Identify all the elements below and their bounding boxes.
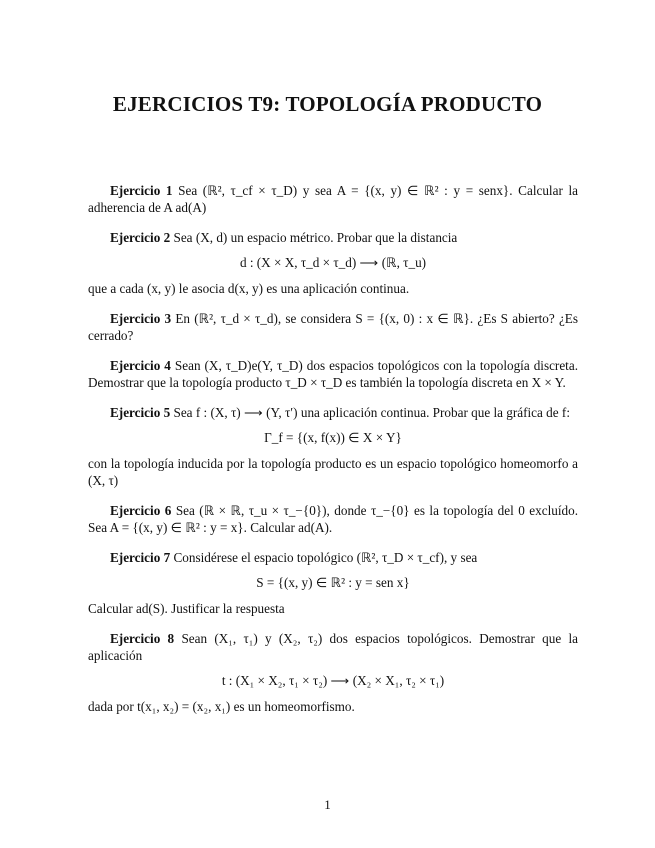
page-title: EJERCICIOS T9: TOPOLOGÍA PRODUCTO [112, 92, 543, 116]
exercise-text: Sea (X, d) un espacio métrico. Probar que la distancia [173, 230, 458, 245]
page-number: 1 [324, 797, 331, 812]
display-formula: d : (X × X, τ_d × τ_d) ⟶ (ℝ, τ_u) [239, 255, 427, 270]
exercise-label: Ejercicio 1 [110, 183, 173, 198]
exercise-continuation: con la topología inducida por la topología producto es un espacio topológico homeomorfo a (X, τ) [88, 456, 578, 488]
exercise-4 [88, 357, 578, 391]
exercise-text: Sean (X₁, τ₁) y (X₂, τ₂) dos espacios topológicos. Demostrar que la aplicación [88, 631, 578, 663]
exercise-continuation: que a cada (x, y) le asocia d(x, y) es una aplicación continua. [88, 281, 410, 296]
exercise-continuation: dada por t(x₁, x₂) = (x₂, x₁) es un homeomorfismo. [88, 699, 355, 714]
exercise-label: Ejercicio 7 [110, 550, 171, 565]
exercise-label: Ejercicio 8 [110, 631, 175, 646]
display-formula: S = {(x, y) ∈ ℝ² : y = sen x} [256, 575, 410, 590]
exercise-5 [88, 404, 578, 489]
exercise-2 [88, 229, 578, 297]
exercise-continuation: Calcular ad(S). Justificar la respuesta [88, 601, 285, 616]
exercise-label: Ejercicio 4 [110, 358, 171, 373]
exercise-6 [88, 502, 578, 536]
exercise-label: Ejercicio 5 [110, 405, 171, 420]
exercise-text: Sean (X, τ_D)e(Y, τ_D) dos espacios topológicos con la topología discreta. Demostrar que la topología producto τ_D × τ_D es también la topología discreta en X × Y. [88, 358, 578, 390]
exercise-label: Ejercicio 3 [110, 311, 172, 326]
exercise-text: Considérese el espacio topológico (ℝ², τ_D × τ_cf), y sea [173, 550, 478, 565]
display-formula: t : (X₁ × X₂, τ₁ × τ₂) ⟶ (X₂ × X₁, τ₂ × τ₁) [221, 673, 445, 688]
exercise-label: Ejercicio 2 [110, 230, 171, 245]
exercise-1 [88, 182, 578, 216]
exercise-3 [88, 310, 578, 344]
display-formula: Γ_f = {(x, f(x)) ∈ X × Y} [264, 430, 402, 445]
exercise-8 [88, 630, 578, 715]
exercise-text: Sea (ℝ × ℝ, τ_u × τ_−{0}), donde τ_−{0} es la topología del 0 excluído. Sea A = {(x, y) ∈ ℝ² : y = x}. Calcular ad(A). [88, 503, 579, 535]
exercise-text: En (ℝ², τ_d × τ_d), se considera S = {(x, 0) : x ∈ ℝ}. ¿Es S abierto? ¿Es cerrado? [88, 311, 578, 343]
exercise-text: Sea (ℝ², τ_cf × τ_D) y sea A = {(x, y) ∈ ℝ² : y = senx}. Calcular la adherencia de A ad(A) [88, 183, 578, 215]
exercise-list [88, 182, 578, 728]
exercise-text: Sea f : (X, τ) ⟶ (Y, τ′) una aplicación continua. Probar que la gráfica de f: [173, 405, 570, 420]
exercise-7 [88, 549, 578, 617]
exercise-label: Ejercicio 6 [110, 503, 172, 518]
